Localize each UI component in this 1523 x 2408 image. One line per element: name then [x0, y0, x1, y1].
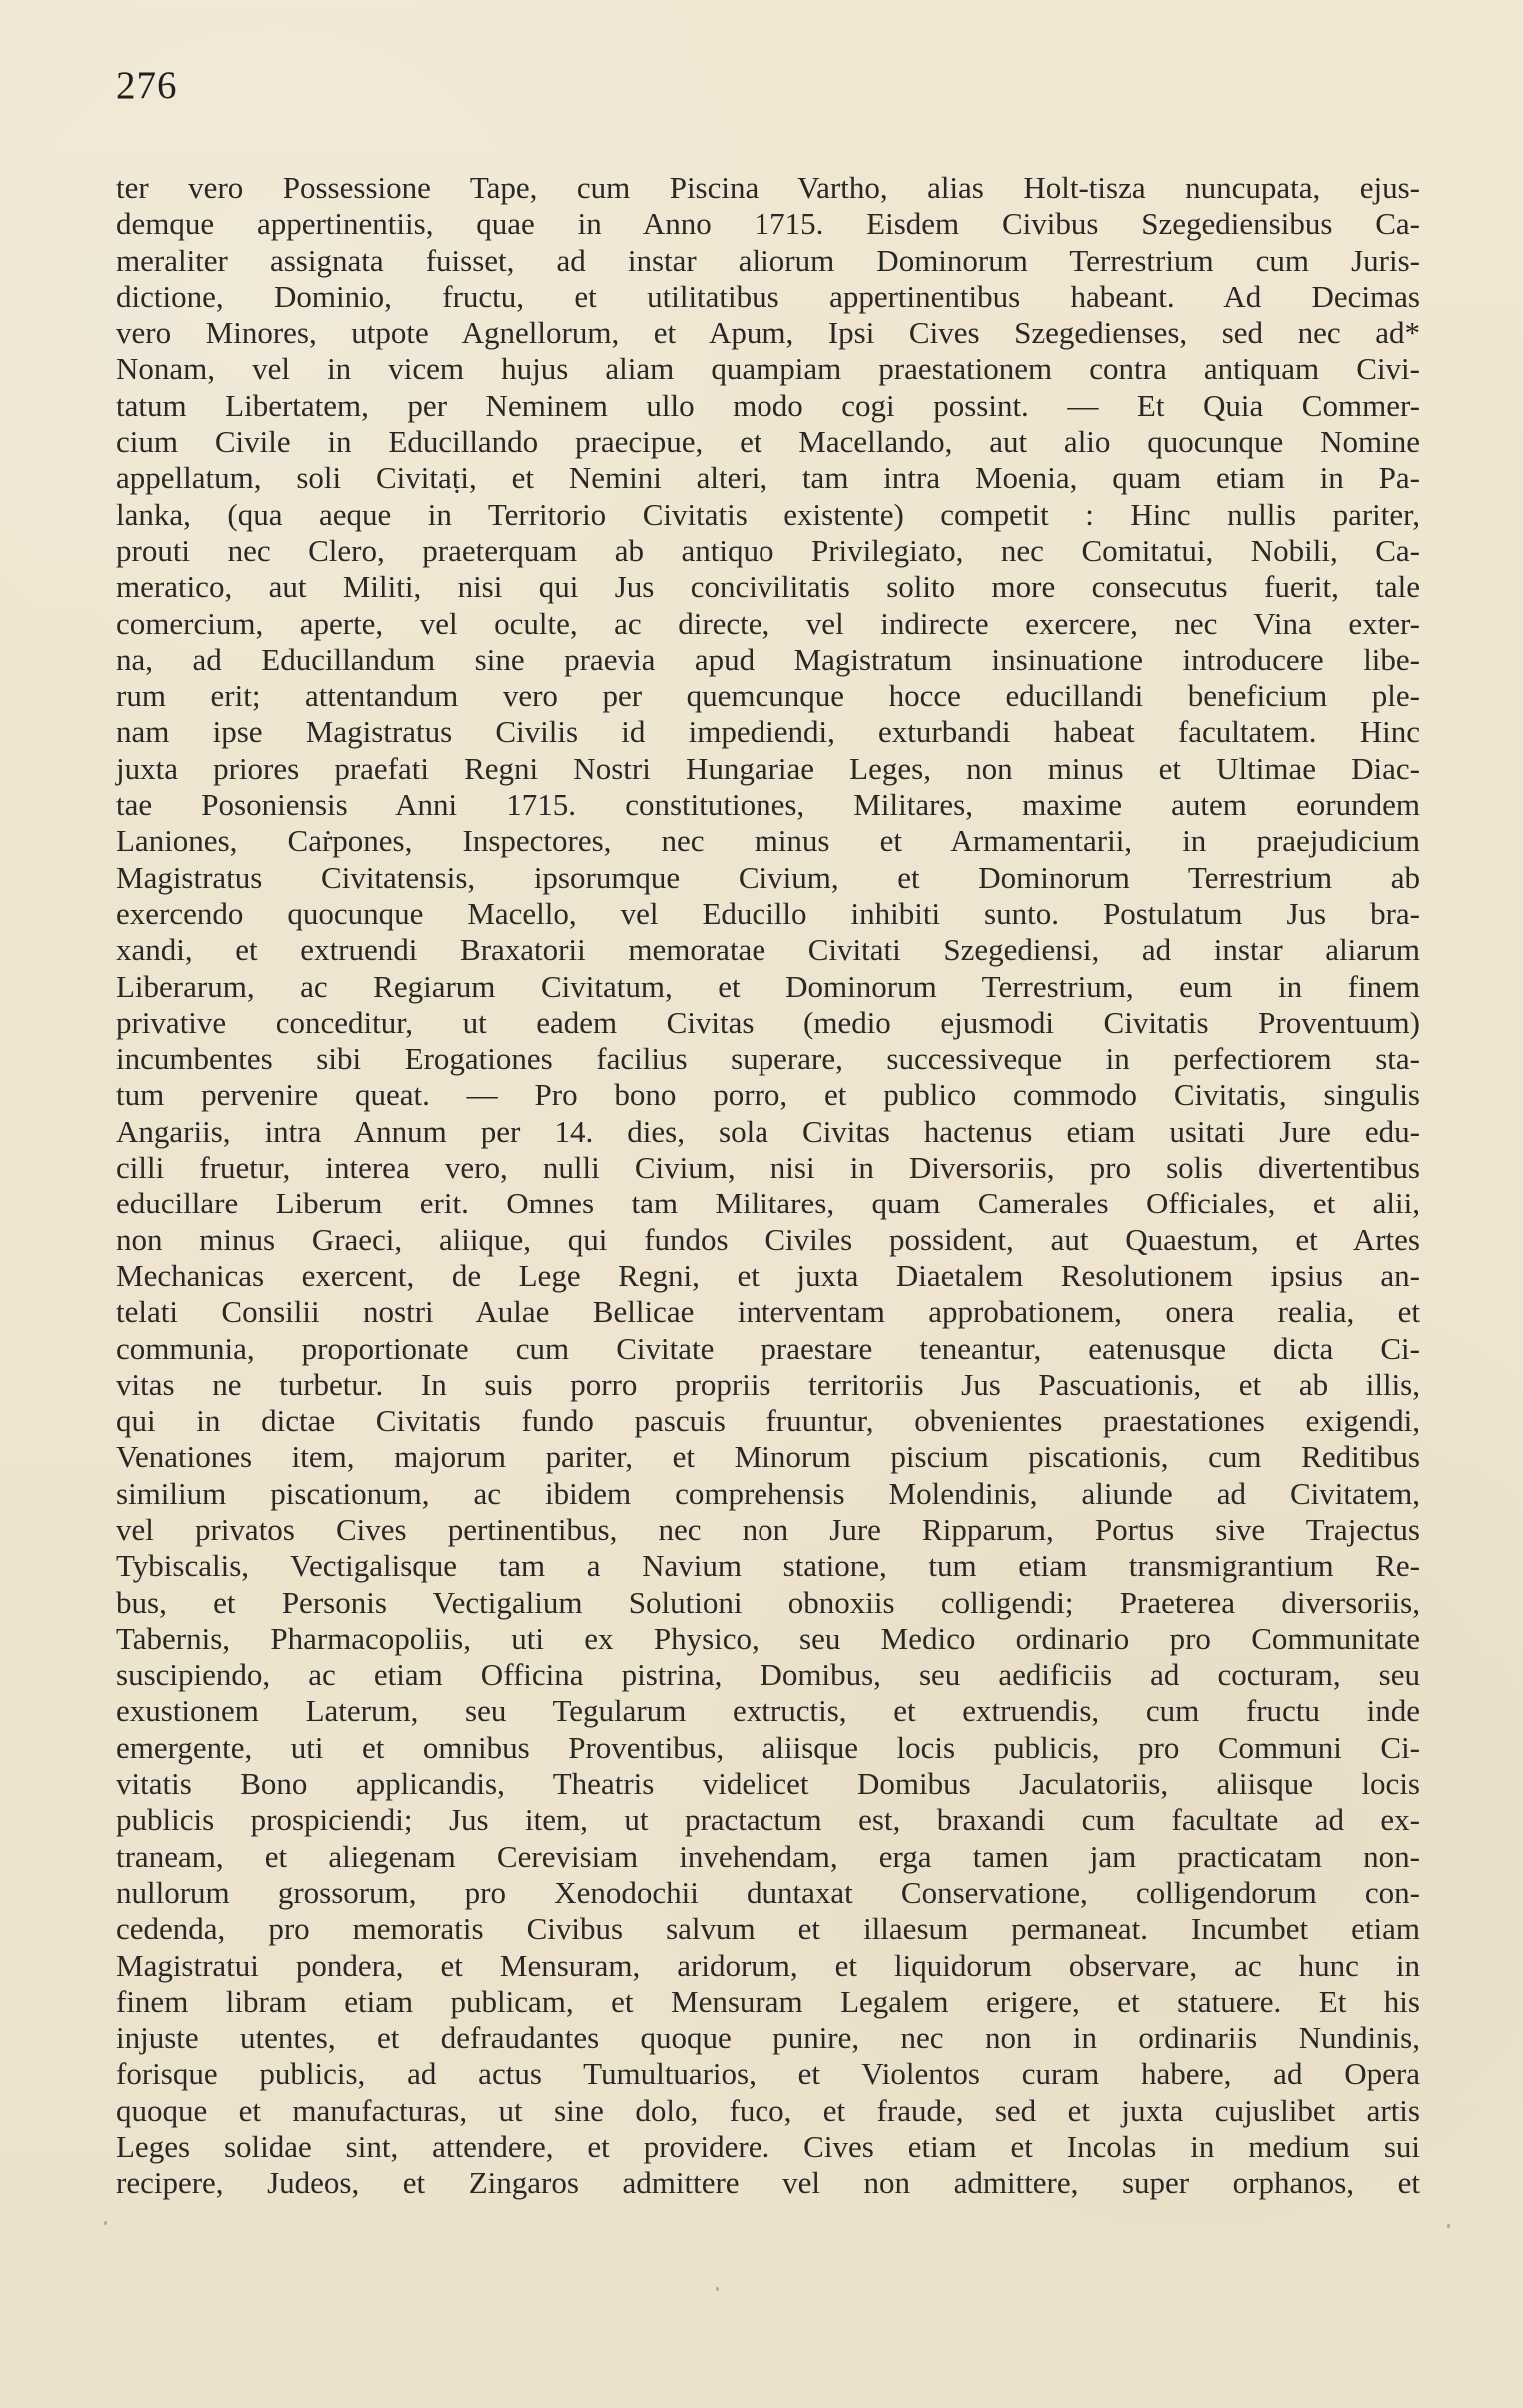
text-line: vel privatos Cives pertinentibus, nec non Jure Ripparum, Portus sive Trajectus	[116, 1511, 1420, 1547]
text-line: dictione, Dominio, fructu, et utilitatibus appertinentibus habeant. Ad Decimas	[116, 278, 1420, 314]
text-line: recipere, Judeos, et Zingaros admittere vel non admittere, super orphanos, et	[116, 2165, 1420, 2201]
text-line: Leges solidae sint, attendere, et providere. Cives etiam et Incolas in medium sui	[116, 2129, 1420, 2165]
text-line: Magistratus Civitatensis, ipsorumque Civium, et Dominorum Terrestrium ab	[116, 859, 1420, 895]
text-line: Tybiscalis, Vectigalisque tam a Navium statione, tum etiam transmigrantium Re-	[116, 1548, 1420, 1584]
text-line: suscipiendo, ac etiam Officina pistrina, Domibus, seu aedificiis ad cocturam, seu	[116, 1657, 1420, 1693]
text-line: vero Minores, utpote Agnellorum, et Apum, Ipsi Cives Szegedienses, sed nec ad*	[116, 315, 1420, 351]
text-line: comercium, aperte, vel oculte, ac directe, vel indirecte exercere, nec Vina exter-	[116, 605, 1420, 641]
text-line: tatum Libertatem, per Neminem ullo modo cogi possint. — Et Quia Commer-	[116, 387, 1420, 423]
text-line: publicis prospiciendi; Jus item, ut practactum est, braxandi cum facultate ad ex-	[116, 1802, 1420, 1838]
text-line: similium piscationum, ac ibidem comprehensis Molendinis, aliunde ad Civitatem,	[116, 1475, 1420, 1511]
text-line: na, ad Educillandum sine praevia apud Magistratum insinuatione introducere libe-	[116, 641, 1420, 677]
text-line: telati Consilii nostri Aulae Bellicae interventam approbationem, onera realia, et	[116, 1294, 1420, 1330]
text-line: nullorum grossorum, pro Xenodochii duntaxat Conservatione, colligendorum con-	[116, 1874, 1420, 1910]
text-line: meratico, aut Militi, nisi qui Jus concivilitatis solito more consecutus fuerit, tale	[116, 569, 1420, 605]
text-line: non minus Graeci, aliique, qui fundos Civiles possident, aut Quaestum, et Artes	[116, 1221, 1420, 1257]
text-line: rum erit; attentandum vero per quemcunque hocce educillandi beneficium ple-	[116, 678, 1420, 714]
paper-speck	[104, 2221, 107, 2225]
text-line	[116, 2202, 1420, 2238]
text-line: Mechanicas exercent, de Lege Regni, et juxta Diaetalem Resolutionem ipsius an-	[116, 1257, 1420, 1293]
text-line: appellatum, soli Civitaṭi, et Nemini alteri, tam intra Moenia, quam etiam in Pa-	[116, 460, 1420, 496]
text-line: quoque et manufacturas, ut sine dolo, fuco, et fraude, sed et juxta cujuslibet artis	[116, 2092, 1420, 2128]
text-line: meraliter assignata fuisset, ad instar aliorum Dominorum Terrestrium cum Juris-	[116, 242, 1420, 278]
text-line: Venationes item, majorum pariter, et Minorum piscium piscationis, cum Reditibus	[116, 1439, 1420, 1475]
text-line: cedenda, pro memoratis Civibus salvum et illaesum permaneat. Incumbet etiam	[116, 1911, 1420, 1947]
text-line: privative conceditur, ut eadem Civitas (medio ejusmodi Civitatis Proventuum)	[116, 1004, 1420, 1040]
text-line: incumbentes sibi Erogationes facilius superare, successiveque in perfectiorem sta-	[116, 1041, 1420, 1077]
text-line: Tabernis, Pharmacopoliis, uti ex Physico, seu Medico ordinario pro Communitate	[116, 1620, 1420, 1656]
text-line: traneam, et aliegenam Cerevisiam invehendam, erga tamen jam practicatam non-	[116, 1838, 1420, 1874]
text-line: injuste utentes, et defraudantes quoque punire, nec non in ordinariis Nundinis,	[116, 2020, 1420, 2056]
paper-speck	[1447, 2224, 1450, 2228]
text-line: cium Civile in Educillando praecipue, et Macellando, aut alio quocunque Nomine	[116, 424, 1420, 460]
text-line: xandi, et extruendi Braxatorii memoratae Civitati Szegediensi, ad instar aliarum	[116, 932, 1420, 968]
body-text	[116, 170, 1420, 2238]
text-line: prouti nec Clero, praeterquam ab antiquo Privilegiato, nec Comitatui, Nobili, Ca-	[116, 532, 1420, 568]
text-line: forisque publicis, ad actus Tumultuarios, et Violentos curam habere, ad Opera	[116, 2056, 1420, 2092]
text-line: juxta priores praefati Regni Nostri Hungariae Leges, non minus et Ultimae Diac-	[116, 750, 1420, 786]
text-line: exercendo quocunque Macello, vel Educillo inhibiti sunto. Postulatum Jus bra-	[116, 895, 1420, 931]
text-line: communia, proportionate cum Civitate praestare teneantur, eatenusque dicta Ci-	[116, 1330, 1420, 1366]
text-line: finem libram etiam publicam, et Mensuram Legalem erigere, et statuere. Et his	[116, 1983, 1420, 2019]
text-line: vitatis Bono applicandis, Theatris videlicet Domibus Jaculatoriis, aliisque locis	[116, 1766, 1420, 1802]
text-line: educillare Liberum erit. Omnes tam Militares, quam Camerales Officiales, et alii,	[116, 1186, 1420, 1221]
text-line: lanka, (qua aeque in Territorio Civitatis existente) competit : Hinc nullis pariter,	[116, 496, 1420, 532]
text-line: vitas ne turbetur. In suis porro propriis territoriis Jus Pascuationis, et ab illis,	[116, 1366, 1420, 1402]
text-line: tae Posoniensis Anni 1715. constitutiones, Militares, maxime autem eorundem	[116, 787, 1420, 823]
text-line: Magistratui pondera, et Mensuram, aridorum, et liquidorum observare, ac hunc in	[116, 1947, 1420, 1983]
text-line: emergente, uti et omnibus Proventibus, aliisque locis publicis, pro Communi Ci-	[116, 1729, 1420, 1765]
text-line: qui in dictae Civitatis fundo pascuis fruuntur, obvenientes praestationes exigendi,	[116, 1403, 1420, 1439]
text-line: exustionem Laterum, seu Tegularum extructis, et extruendis, cum fructu inde	[116, 1693, 1420, 1729]
text-line: Laniones, Caṙpones, Inspectores, nec minus et Armamentarii, in praejudicium	[116, 823, 1420, 859]
text-line: Liberarum, ac Regiarum Civitatum, et Dominorum Terrestrium, eum in finem	[116, 968, 1420, 1004]
text-line: Nonam, vel in vicem hujus aliam quampiam praestationem contra antiquam Civi-	[116, 351, 1420, 387]
text-line: ter vero Possessione Tape, cum Piscina Vartho, alias Holt-tisza nuncupata, ejus-	[116, 170, 1420, 205]
page-number: 276	[116, 64, 178, 107]
text-line: cilli fruetur, interea vero, nulli Civium, nisi in Diversoriis, pro solis divertentibus	[116, 1150, 1420, 1186]
text-line: Angariis, intra Annum per 14. dies, sola Civitas hactenus etiam usitati Jure edu-	[116, 1113, 1420, 1149]
text-line: bus, et Personis Vectigalium Solutioni obnoxiis colligendi; Praeterea diversoriis,	[116, 1584, 1420, 1620]
text-line: tum pervenire queat. — Pro bono porro, et publico commodo Civitatis, singulis	[116, 1077, 1420, 1113]
paper-speck	[716, 2287, 719, 2291]
text-line: demque appertinentiis, quae in Anno 1715. Eisdem Civibus Szegediensibus Ca-	[116, 206, 1420, 242]
text-line: nam ipse Magistratus Civilis id impediendi, exturbandi habeat facultatem. Hinc	[116, 714, 1420, 750]
